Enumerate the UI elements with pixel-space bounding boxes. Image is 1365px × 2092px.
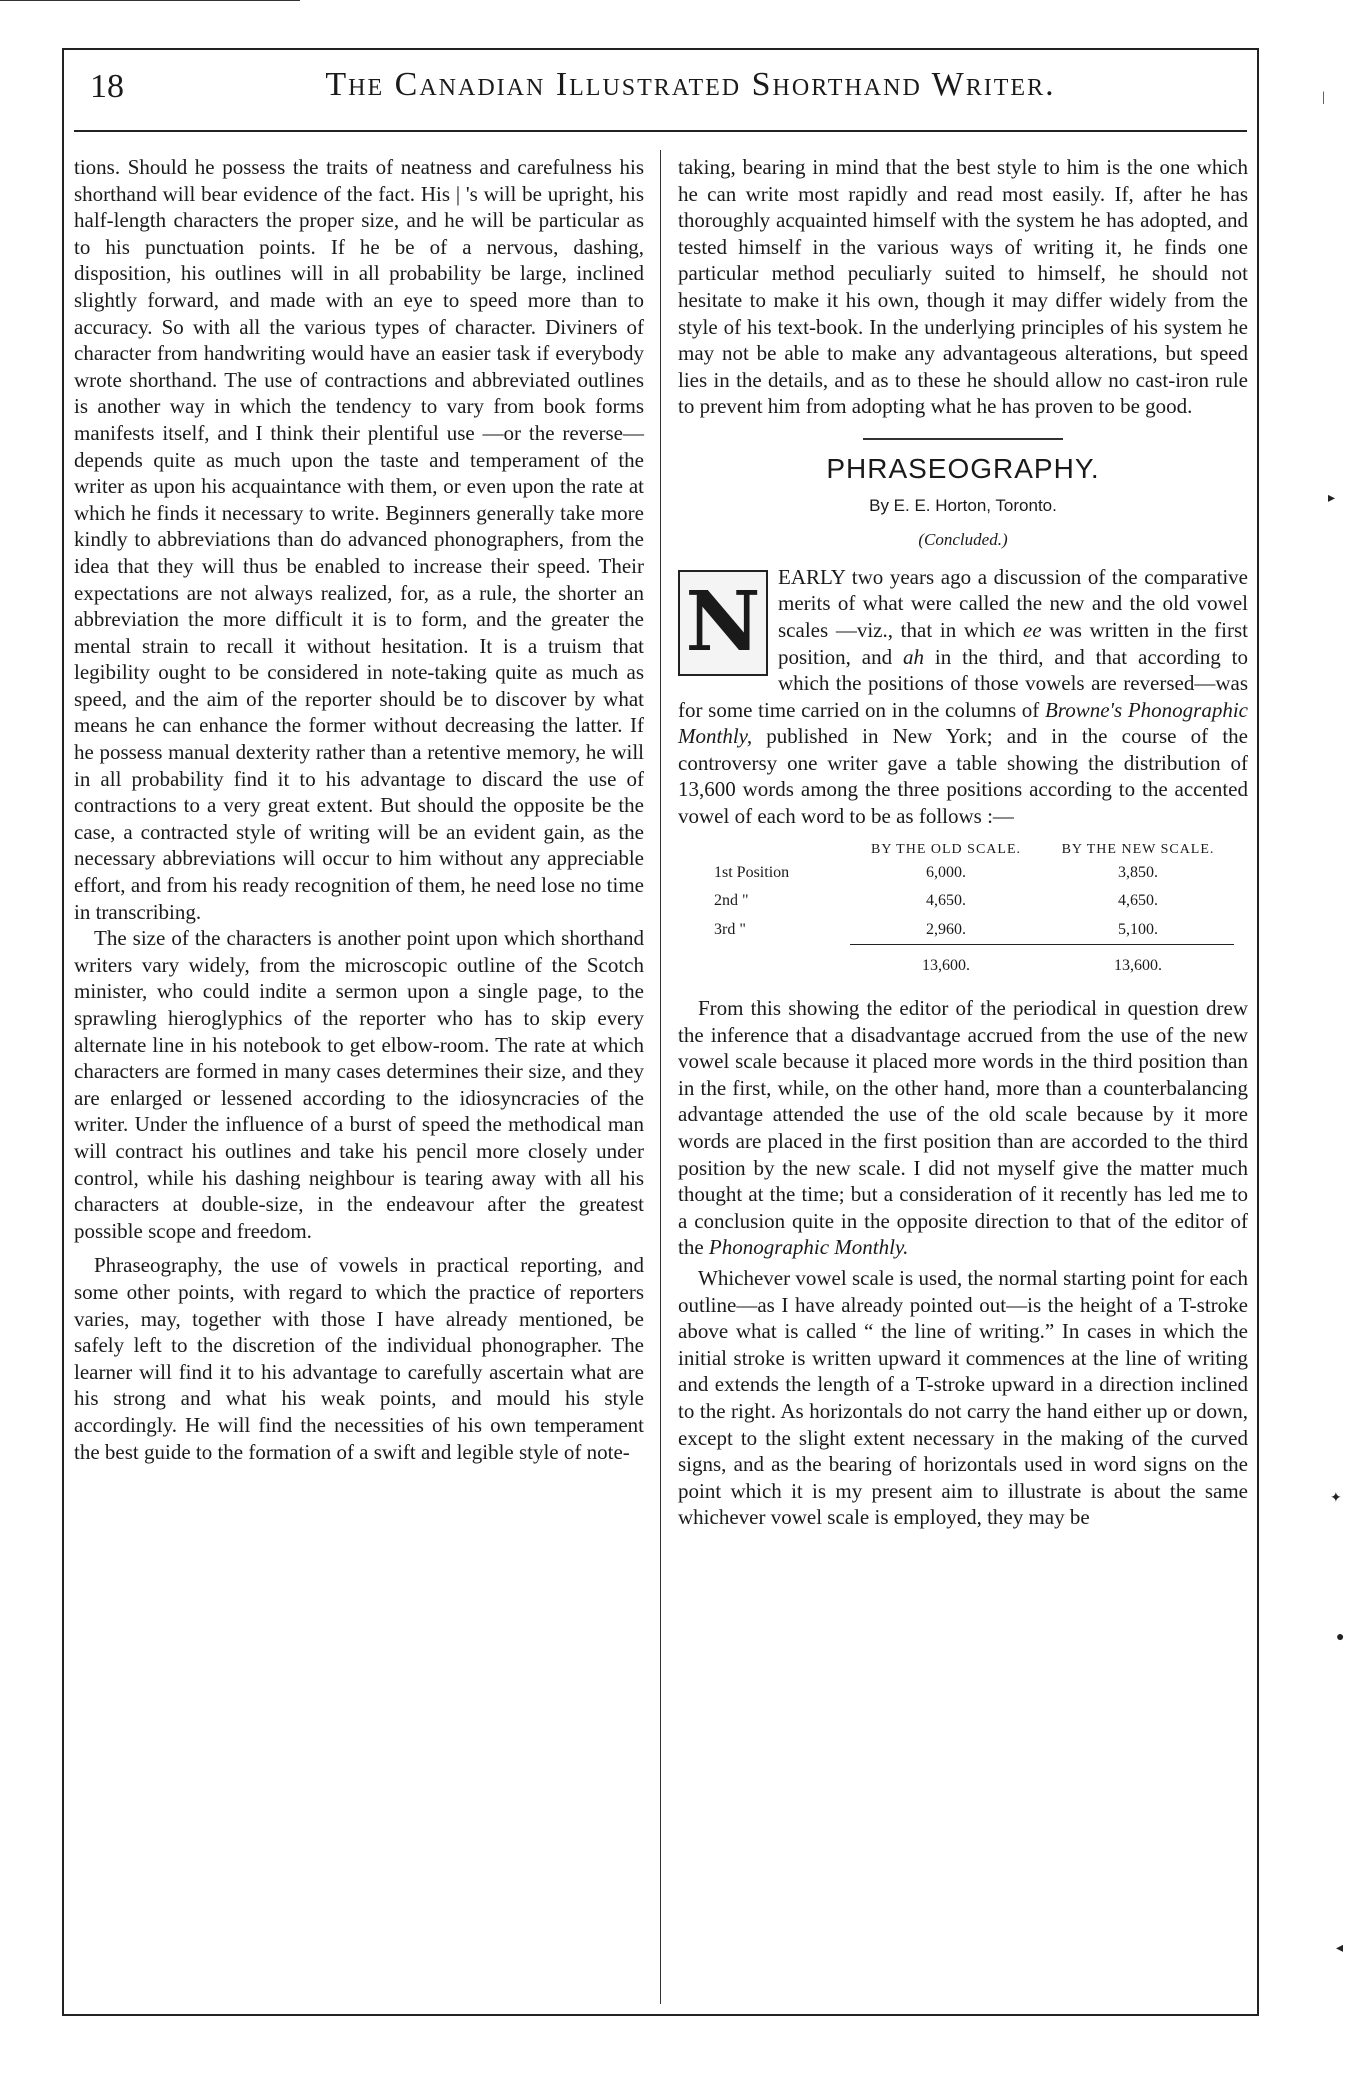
margin-arrow-mark: ◂: [1336, 1941, 1344, 1956]
new-value: 3,850.: [1118, 863, 1158, 881]
section-divider: [863, 438, 1063, 440]
margin-mark: ✦: [1330, 1491, 1342, 1506]
running-title: The Canadian Illustrated Shorthand Writer.: [325, 66, 1056, 103]
margin-mark: |: [1322, 90, 1325, 105]
total-new: 13,600.: [1042, 945, 1234, 981]
row-label: 1st Position: [714, 863, 790, 881]
intro-text: EARLY two years ago a discussion of the comparative merits of what were called the new and the old vowel scales —viz., that in which: [778, 564, 1248, 642]
paragraph: Phraseography, the use of vowels in practical reporting, and some other points, with regard to which the practice of reporters varies, may, together with those I have already mentioned, be safely left to the discretion of the individual phonographer. The learner will find it to his advantage to carefully ascertain what are his strong and what his weak points, and mould his style accordingly. He will find the necessities of his own temperament the best guide to the formation of a swift and legible style of note-: [74, 1253, 644, 1464]
header-new-scale: BY THE NEW SCALE.: [1061, 841, 1215, 857]
right-column: [678, 154, 1248, 1531]
old-value: 4,650.: [926, 892, 966, 910]
paragraph: The size of the characters is another point upon which shorthand writers vary widely, from the microscopic outline of the Scotch minister, who could indite a sermon upon a single page, to the sprawling hieroglyphics of the reporter who has to skip every alternate line in his notebook to get elbow-room. The rate at which characters are formed in many cases determines their size, and they are enlarged or lessened according to the idiosyncracies of the writer. Under the influence of a burst of speed the methodical man will contract his outlines and take his pencil more closely under control, while his dashing neighbour is tearing away with all his characters at double-size, in the endeavour after the greatest possible scope and freedom.: [74, 926, 644, 1243]
margin-arrow-mark: ▸: [1328, 491, 1336, 506]
old-value: 2,960.: [926, 920, 966, 938]
page-frame: [62, 48, 1259, 2016]
header-old-scale: BY THE OLD SCALE.: [871, 841, 1021, 857]
row-label: 3rd ": [714, 920, 746, 938]
paragraph: taking, bearing in mind that the best style to him is the one which he can write most rapidly and read most easily. If, after he has thoroughly acquainted himself with the system he has adopted, and tested himself in the various ways of writing it, he finds one particular method peculiarly suited to himself, he should not hesitate to make it his own, though it may differ widely from the style of his text-book. In the underlying principles of his system he may not be able to make any advantageous alterations, but speed lies in the details, and as to these he should allow no cast-iron rule to prevent him from adopting what he has proven to be good.: [678, 155, 1248, 419]
row-label: 2nd ": [714, 892, 749, 910]
paragraph: Whichever vowel scale is used, the normal starting point for each outline—as I have already pointed out—is the height of a T-stroke above what is called “ the line of writing.” In cases in which the initial stroke is written upward it commences at the line of writing and extends the length of a T-stroke upward in a direction inclined to the right. As horizontals do not carry the hand either up or down, except to the slight extent necessary in the making of the curved signs, and as the bearing of horizontals used in word signs on the point which it is my present aim to illustrate is about the same whichever vowel scale is employed, they may be: [678, 1265, 1248, 1530]
intro-text: published in New York; and in the course of the controversy one writer gave a table showing the distribution of 13,600 words among the three positions according to the accented vowel of each word to be as follows :—: [678, 724, 1248, 829]
table-total-row: [708, 945, 1234, 981]
paragraph: tions. Should he possess the traits of neatness and carefulness his shorthand will bear evidence of the fact. His | 's will be upright, his half-length characters the proper size, and he will be particular as to his punctuation points. If he be of a nervous, dashing, disposition, his outlines will in all probability be large, inclined slightly forward, and made with an eye to speed more than to accuracy. So with all the various types of character. Diviners of character from handwriting would have an easier task if everybody wrote shorthand. The use of contractions and abbreviated outlines is another way in which the tendency to vary from book forms manifests itself, and I think their plentiful use —or the reverse—depends quite as much upon the taste and temperament of the writer as upon his acquaintance with them, or even upon the rate at which he finds it necessary to write. Beginners generally take more kindly to abbreviations than do advanced phonographers, from the idea that they will thus be enabled to increase their speed. Their expectations are not always realized, for, as a rule, the shorter an abbreviation the more difficult it is to form, and the greater the mental strain to recall it without hesitation. It is a truism that legibility ought to be considered in note-taking quite as much as speed, and the aim of the reporter should be to discover by what means he can enhance the former without decreasing the latter. If he possess manual dexterity rather than a retentive memory, he will in all probability find it to his advantage to discard the use of contractions to a very great extent. But should the opposite be the case, a contracted style of writing will be an evident gain, as the necessary abbreviations will occur to him without any appreciable effort, and from his ready recognition of them, he need lose no time in transcribing.: [74, 155, 644, 924]
left-column: [74, 154, 644, 1465]
margin-dot-mark: ●: [1336, 1630, 1345, 1645]
header-rule: [74, 130, 1247, 132]
page-header: [64, 50, 1257, 134]
para-text: From this showing the editor of the periodical in question drew the inference that a disadvantage accrued from the use of the new vowel scale because it placed more words in the third position than in the first, while, on the other hand, more than a counterbalancing advantage attended the use of the old scale because by it more words are placed in the first position than are accorded to the third position by the new scale. I did not myself give the matter much thought at the time; but a consideration of it recently has led me to a conclusion quite in the opposite direction to that of the editor of the: [678, 996, 1248, 1260]
total-label: [708, 945, 850, 981]
article-title: PHRASEOGRAPHY.: [826, 452, 1100, 484]
intro-text: was written in the first position, and: [778, 617, 1248, 669]
new-value: 5,100.: [1118, 920, 1158, 938]
article-intro: [678, 564, 1248, 830]
article-byline: By E. E. Horton, Toronto.: [869, 495, 1057, 515]
paragraph: [678, 995, 1248, 1261]
table-row: [708, 916, 1234, 945]
table-corner: [708, 840, 850, 859]
old-value: 6,000.: [926, 863, 966, 881]
column-separator: [660, 150, 661, 2004]
drop-cap: N: [678, 570, 768, 676]
intro-text: in the third, and that according to which the positions of those vowels are reversed—was for some time carried on in the columns of: [678, 644, 1249, 722]
publication-name: Browne's Phonographic Monthly,: [678, 697, 1248, 749]
page-number: 18: [90, 68, 124, 105]
article-note: (Concluded.): [918, 530, 1008, 550]
publication-name: Phonographic Monthly.: [708, 1235, 909, 1260]
new-value: 4,650.: [1118, 892, 1158, 910]
top-edge-line: [0, 0, 300, 1]
vowel-ee: ee: [1022, 617, 1042, 642]
vowel-scale-table: [678, 840, 1248, 981]
table-row: [708, 859, 1234, 888]
table-row: [708, 887, 1234, 916]
total-old: 13,600.: [850, 945, 1042, 981]
vowel-ah: ah: [903, 644, 925, 669]
